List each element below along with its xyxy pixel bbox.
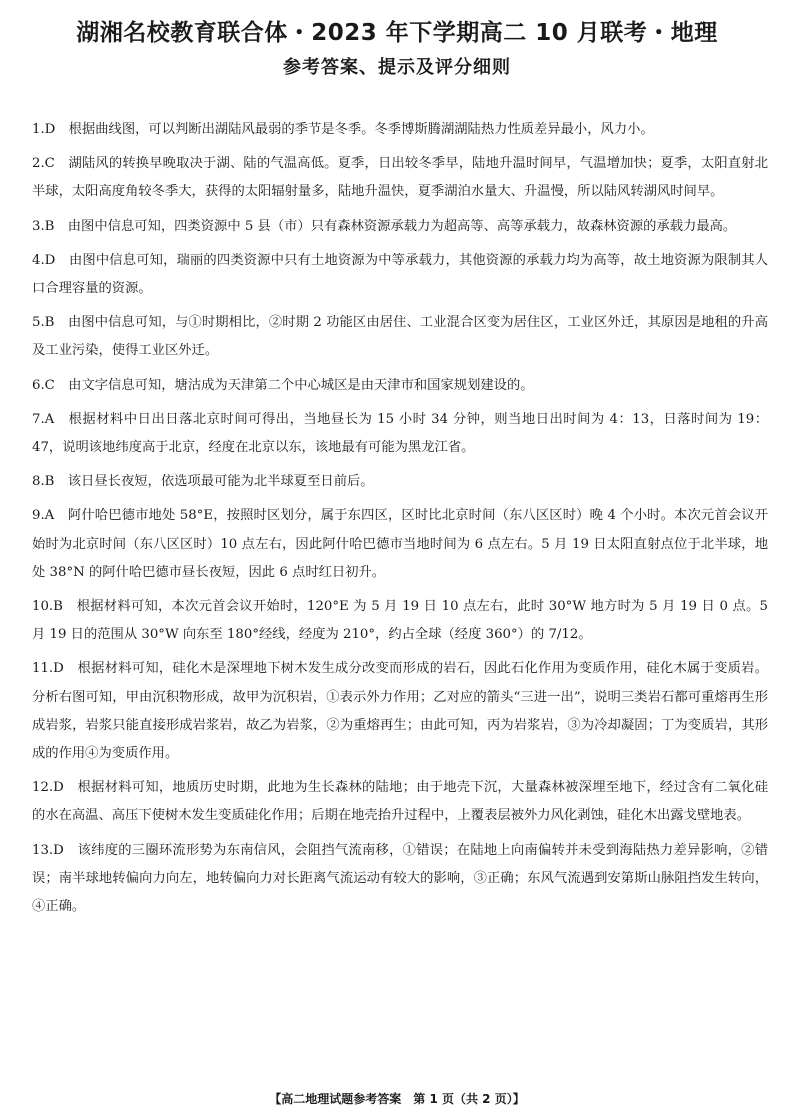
answer-number: 11.D [32,661,64,677]
answer-explanation: 该纬度的三圈环流形势为东南信风，会阻挡气流南移，①错误；在陆地上向南偏转并未受到海陆热力差异影响，②错误；南半球地转偏向力向左，地转偏向力对长距离气流运动有较大的影响，③正确；东风气流遇到安第斯山脉阻挡发生转向，④正确。 [32,842,769,915]
answer-explanation: 根据材料可知，地质历史时期，此地为生长森林的陆地；由于地壳下沉，大量森林被深埋至地下，经过含有二氧化硅的水在高温、高压下使树木发生变质硅化作用；后期在地壳抬升过程中，上覆表层被外力风化剥蚀，硅化木出露戈壁地表。 [32,780,769,824]
answer-explanation: 根据材料可知，硅化木是深埋地下树木发生成分改变而形成的岩石，因此石化作用为变质作用，硅化木属于变质岩。分析右图可知，甲由沉积物形成，故甲为沉积岩，①表示外力作用；乙对应的箭头“三进一出”，说明三类岩石都可重熔再生形成岩浆，岩浆只能直接形成岩浆岩，故乙为岩浆，②为重熔再生；由此可知，丙为岩浆岩，③为冷却凝固；丁为变质岩，其形成的作用④为变质作用。 [32,661,769,762]
answer-number: 7.A [32,411,55,427]
answer-item [32,372,768,400]
answer-explanation: 湖陆风的转换早晚取决于湖、陆的气温高低。夏季，日出较冬季早，陆地升温时间早，气温增加快；夏季，太阳直射北半球，太阳高度角较冬季大，获得的太阳辐射量多，陆地升温快，夏季湖泊水量大、升温慢，所以陆风转湖风时间早。 [32,156,769,200]
answer-item [32,837,768,922]
answer-explanation: 由图中信息可知，瑞丽的四类资源中只有土地资源为中等承载力，其他资源的承载力均为高等，故土地资源为限制其人口合理容量的资源。 [32,252,769,297]
answer-number: 3.B [32,218,55,234]
answer-item [32,150,768,206]
answer-explanation: 根据材料可知，本次元首会议开始时，120°E 为 5 月 19 日 10 点左右，此时 30°W 地方时为 5 月 19 日 0 点。5 月 19 日的范围从 30°W 向东至 180°经线，经度为 210°，约占全球（经度 360°）的 7/12。 [32,599,769,643]
answer-number: 9.A [32,508,55,524]
answer-explanation: 根据曲线图，可以判断出湖陆风最弱的季节是冬季。冬季博斯腾湖湖陆热力性质差异最小，风力小。 [68,122,654,137]
answer-explanation: 阿什哈巴德市地处 58°E，按照时区划分，属于东四区，区时比北京时间（东八区区时）晚 4 个小时。本次元首会议开始时为北京时间（东八区区时）10 点左右，因此阿什哈巴德市当地时间为 6 点左右。5 月 19 日太阳直射点位于北半球，地处 38°N 的阿什哈巴德市昼长夜短，因此 6 点时红日初升。 [32,508,768,580]
answer-number: 13.D [32,842,64,858]
page-subtitle: 参考答案、提示及评分细则 [283,57,511,78]
answer-item [32,213,768,241]
answer-number: 1.D [32,122,56,137]
answer-explanation: 由文字信息可知，塘沽成为天津第二个中心城区是由天津市和国家规划建设的。 [68,377,534,393]
answer-explanation: 根据材料中日出日落北京时间可得出，当地昼长为 15 小时 34 分钟，则当地日出时间为 4：13，日落时间为 19：47，说明该地纬度高于北京，经度在北京以东，该地最有可能为黑龙江省。 [32,411,769,456]
answer-item [32,502,768,587]
page-title: 湖湘名校教育联合体・2023 年下学期高二 10 月联考・地理 [76,20,718,46]
answer-item [32,247,768,303]
answer-item [32,468,768,496]
answer-item [32,309,768,365]
answer-explanation: 由图中信息可知，四类资源中 5 县（市）只有森林资源承载力为超高等、高等承载力，故森林资源的承载力最高。 [67,218,737,234]
answer-number: 6.C [32,377,55,393]
answer-list [32,116,768,927]
answer-item [32,116,768,144]
answer-explanation: 由图中信息可知，与①时期相比，②时期 2 功能区由居住、工业混合区变为居住区，工业区外迁，其原因是地租的升高及工业污染，使得工业区外迁。 [32,315,769,359]
answer-item [32,406,768,462]
page-footer: 【高二地理试题参考答案 第 1 页（共 2 页）】 [269,1092,525,1106]
answer-number: 8.B [32,474,55,490]
answer-number: 12.D [32,780,64,796]
answer-number: 2.C [32,156,55,172]
answer-item [32,593,768,649]
answer-number: 5.B [32,315,55,331]
answer-explanation: 该日昼长夜短，依选项最可能为北半球夏至日前后。 [67,474,374,490]
answer-item [32,655,768,768]
answer-number: 10.B [32,599,63,615]
answer-item [32,774,768,830]
answer-number: 4.D [32,252,56,268]
